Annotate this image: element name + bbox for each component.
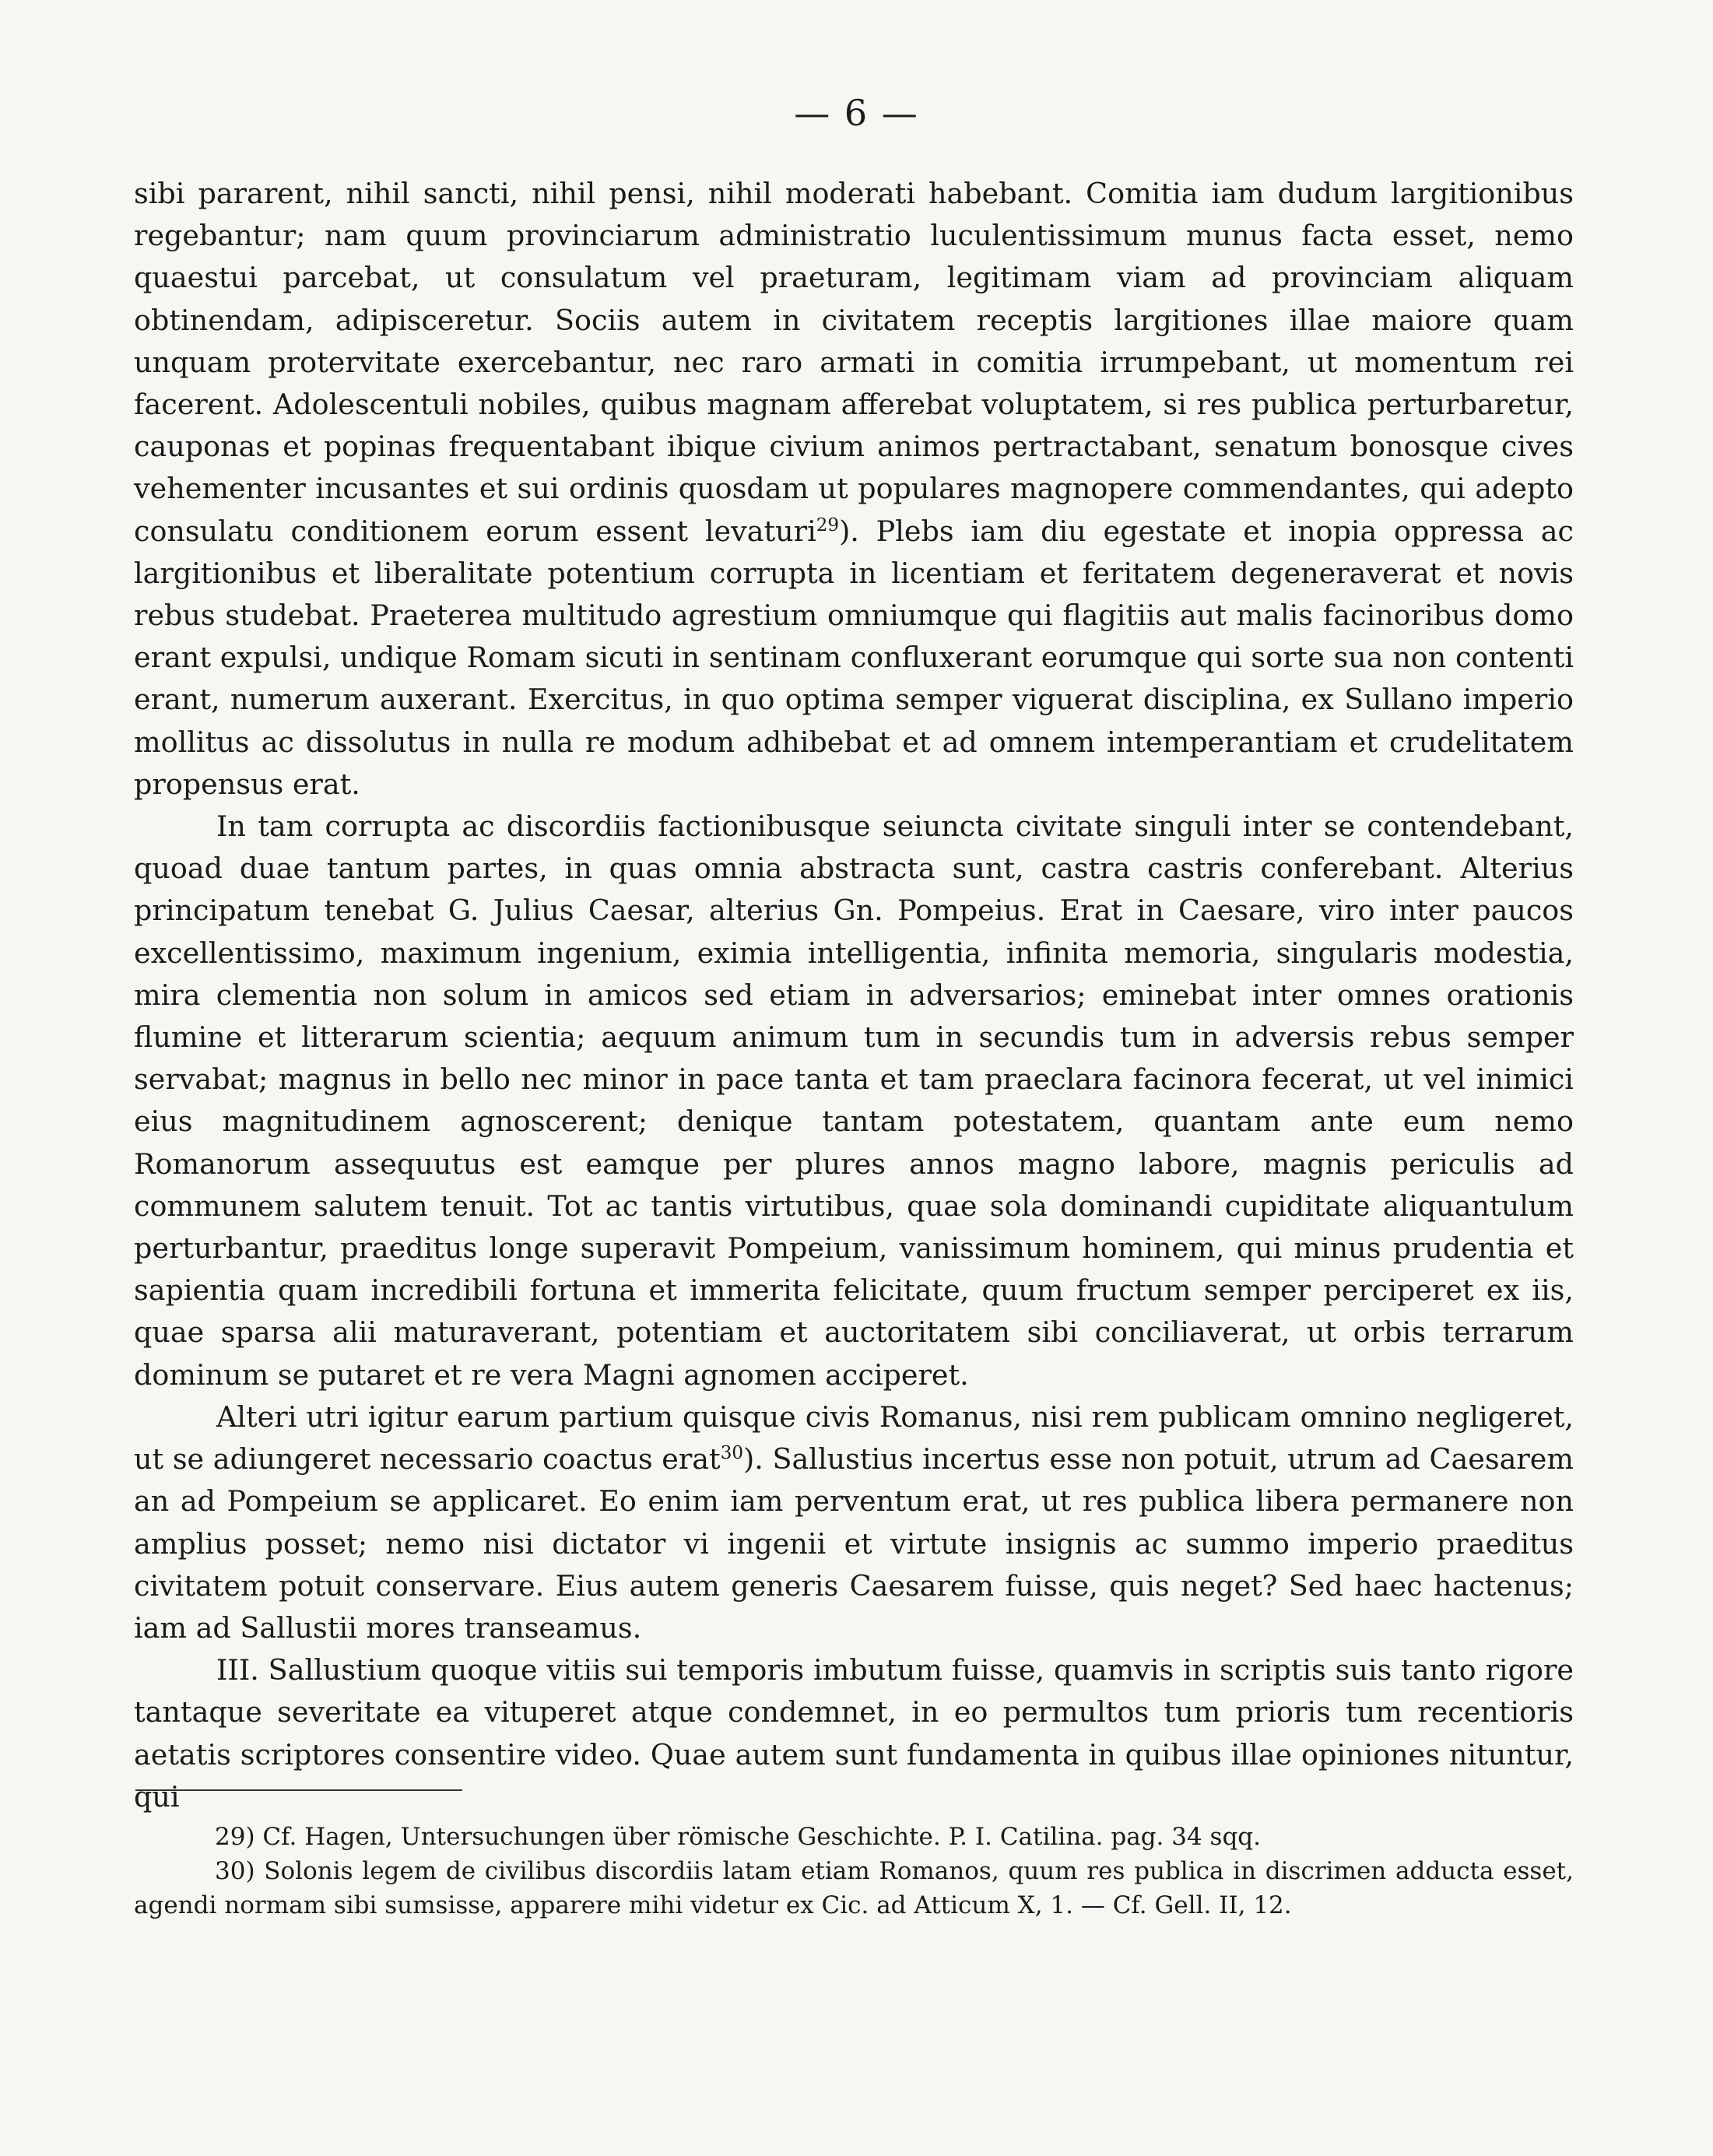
footnote-separator — [135, 1789, 462, 1791]
paragraph-text: Alteri utri igitur earum partium quisque civis Romanus, nisi rem publicam omnino negligeret, ut se adiungeret necessario coactus erat — [134, 1399, 1574, 1477]
paragraph-text-continued: ). Sallustius incertus esse non potuit, utrum ad Caesarem an ad Pompeium se applicaret. Eo enim iam perventum erat, ut res publica libera permanere non amplius posset; nemo nisi dictator vi ingenii et virtute insignis ac summo imperio praeditus civitatem potuit conservare. Eius autem generis Caesarem fuisse, quis neget? Sed haec hactenus; iam ad Sallustii mores transeamus. — [134, 1442, 1574, 1645]
footnotes — [134, 1820, 1574, 1922]
paragraph-3 — [134, 1396, 1574, 1649]
paragraph-2: In tam corrupta ac discordiis factionibusque seiuncta civitate singuli inter se contendebant, quoad duae tantum partes, in quas omnia abstracta sunt, castra castris conferebant. Alterius principatum tenebat G. Julius Caesar, alterius Gn. Pompeius. Erat in Caesare, viro inter paucos excellentissimo, maximum ingenium, eximia intelligentia, infinita memoria, singularis modestia, mira clementia non solum in amicos sed etiam in adversarios; eminebat inter omnes orationis flumine et litterarum scientia; aequum animum tum in secundis tum in adversis rebus semper servabat; magnus in bello nec minor in pace tanta et tam praeclara facinora fecerat, ut vel inimici eius magnitudinem agnoscerent; denique tantam potestatem, quantam ante eum nemo Romanorum assequutus est eamque per plures annos magno labore, magnis periculis ad communem salutem tenuit. Tot ac tantis virtutibus, quae sola dominandi cupiditate aliquantulum perturbantur, praeditus longe superavit Pompeium, vanissimum hominem, qui minus prudentia et sapientia quam incredibili fortuna et immerita felicitate, quum fructum semper perciperet ex iis, quae sparsa alii maturaverant, potentiam et auctoritatem sibi conciliaverat, ut orbis terrarum dominum se putaret et re vera Magni agnomen acciperet. — [134, 809, 1574, 1392]
body-text — [134, 173, 1574, 1818]
footnote-ref-30: 30 — [720, 1442, 744, 1463]
footnote-ref-29: 29 — [816, 514, 840, 535]
paragraph-text: sibi pararent, nihil sancti, nihil pensi, nihil moderati habebant. Comitia iam dudum largitionibus regebantur; nam quum provinciarum administratio luculentissimum munus facta esset, nemo quaestui parcebat, ut consulatum vel praeturam, legitimam viam ad provinciam aliquam obtinendam, adipisceretur. Sociis autem in civitatem receptis largitiones illae maiore quam unquam protervitate exercebantur, nec raro armati in comitia irrumpebant, ut momentum rei facerent. Adolescentuli nobiles, quibus magnam afferebat voluptatem, si res publica perturbaretur, cauponas et popinas frequentabant ibique civium animos pertractabant, senatum bonosque cives vehementer incusantes et sui ordinis quosdam ut populares magnopere commendantes, qui adepto consulatu conditionem eorum essent levaturi — [134, 177, 1574, 548]
footnote-30: 30) Solonis legem de civilibus discordiis latam etiam Romanos, quum res publica in discrimen adducta esset, agendi normam sibi sumsisse, apparere mihi videtur ex Cic. ad Atticum X, 1. — Cf. Gell. II, 12. — [134, 1857, 1574, 1919]
page-number: — 6 — — [794, 92, 919, 134]
paragraph-1 — [134, 173, 1574, 806]
paragraph-text-continued: ). Plebs iam diu egestate et inopia oppressa ac largitionibus et liberalitate potentium corrupta in licentiam et feritatem degeneraverat et novis rebus studebat. Praeterea multitudo agrestium omniumque qui flagitiis aut malis facinoribus domo erant expulsi, undique Romam sicuti in sentinam confluxerant eorumque qui sorte sua non contenti erant, numerum auxerant. Exercitus, in quo optima semper viguerat disciplina, ex Sullano imperio mollitus ac dissolutus in nulla re modum adhibebat et ad omnem intemperantiam et crudelitatem propensus erat. — [134, 514, 1574, 801]
section-iii-paragraph: III. Sallustium quoque vitiis sui temporis imbutum fuisse, quamvis in scriptis suis tanto rigore tantaque severitate ea vituperet atque condemnet, in eo permultos tum prioris tum recentioris aetatis scriptores consentire video. Quae autem sunt fundamenta in quibus illae opiniones nituntur, qui — [134, 1653, 1574, 1814]
footnote-29: 29) Cf. Hagen, Untersuchungen über römische Geschichte. P. I. Catilina. pag. 34 sqq. — [215, 1823, 1262, 1851]
